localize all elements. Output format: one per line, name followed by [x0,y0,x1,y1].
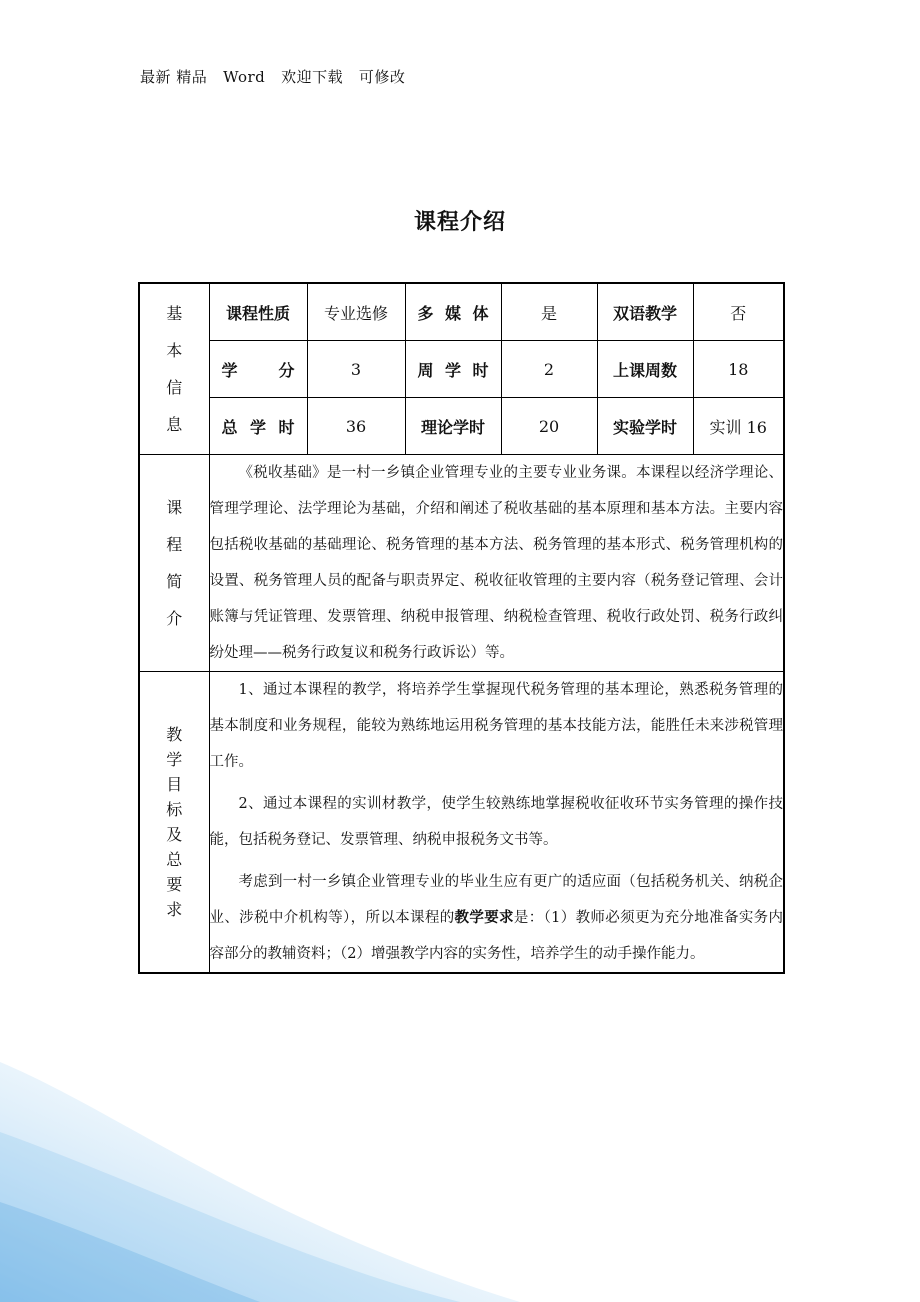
value-theory-hours: 20 [501,398,597,455]
decorative-corner-wave [0,1022,920,1302]
label-multimedia: 多 媒 体 [405,283,501,341]
info-row-3 [139,398,784,455]
course-intro-label: 课 程 简 介 [139,455,209,672]
course-intro-text: 《税收基础》是一村一乡镇企业管理专业的主要专业业务课。本课程以经济学理论、管理学理论、法学理论为基础，介绍和阐述了税收基础的基本原理和基本方法。主要内容包括税收基础的基础理论、税务管理的基本方法、税务管理的基本形式、税务管理机构的设置、税务管理人员的配备与职责界定、税收征收管理的主要内容（税务登记管理、会计账簿与凭证管理、发票管理、纳税申报管理、纳税检查管理、税收行政处罚、税务行政纠纷处理——税务行政复议和税务行政诉讼）等。 [209,455,784,672]
page-header-text: 最新 精品 Word 欢迎下载 可修改 [140,68,406,86]
value-total-hours: 36 [307,398,405,455]
document-title: 课程介绍 [413,210,506,235]
value-course-nature: 专业选修 [307,283,405,341]
label-credits: 学 分 [209,341,307,398]
label-course-nature: 课程性质 [209,283,307,341]
label-bilingual: 双语教学 [597,283,693,341]
goals-row [139,672,784,974]
value-weekly-hours: 2 [501,341,597,398]
label-total-hours: 总 学 时 [209,398,307,455]
teaching-requirements-bold: 教学要求 [454,909,514,926]
goal-requirements: 考虑到一村一乡镇企业管理专业的毕业生应有更广的适应面（包括税务机关、纳税企业、涉税中介机构等），所以本课程的教学要求是：（1）教师必须更为充分地准备实务内容部分的教辅资料；（2）增强教学内容的实务性，培养学生的动手操作能力。 [209,874,784,962]
value-bilingual: 否 [693,283,784,341]
goal-item-2: 2、通过本课程的实训材教学，使学生较熟练地掌握税收征收环节实务管理的操作技能，包括税务登记、发票管理、纳税申报税务文书等。 [209,796,783,848]
value-weeks: 18 [693,341,784,398]
info-row-2 [139,341,784,398]
value-multimedia: 是 [501,283,597,341]
teaching-goals-text [209,672,784,974]
label-weekly-hours: 周 学 时 [405,341,501,398]
goal-item-1: 1、通过本课程的教学，将培养学生掌握现代税务管理的基本理论，熟悉税务管理的基本制度和业务规程，能较为熟练地运用税务管理的基本技能方法，能胜任未来涉税管理工作。 [209,682,783,770]
value-credits: 3 [307,341,405,398]
intro-row [139,455,784,672]
teaching-goals-label: 教 学 目 标 及 总 要 求 [139,672,209,974]
basic-info-label: 基 本 信 息 [139,283,209,455]
label-lab-hours: 实验学时 [597,398,693,455]
value-lab-hours: 实训 16 [693,398,784,455]
label-theory-hours: 理论学时 [405,398,501,455]
label-weeks: 上课周数 [597,341,693,398]
course-info-table [138,282,785,974]
info-row-1 [139,283,784,341]
